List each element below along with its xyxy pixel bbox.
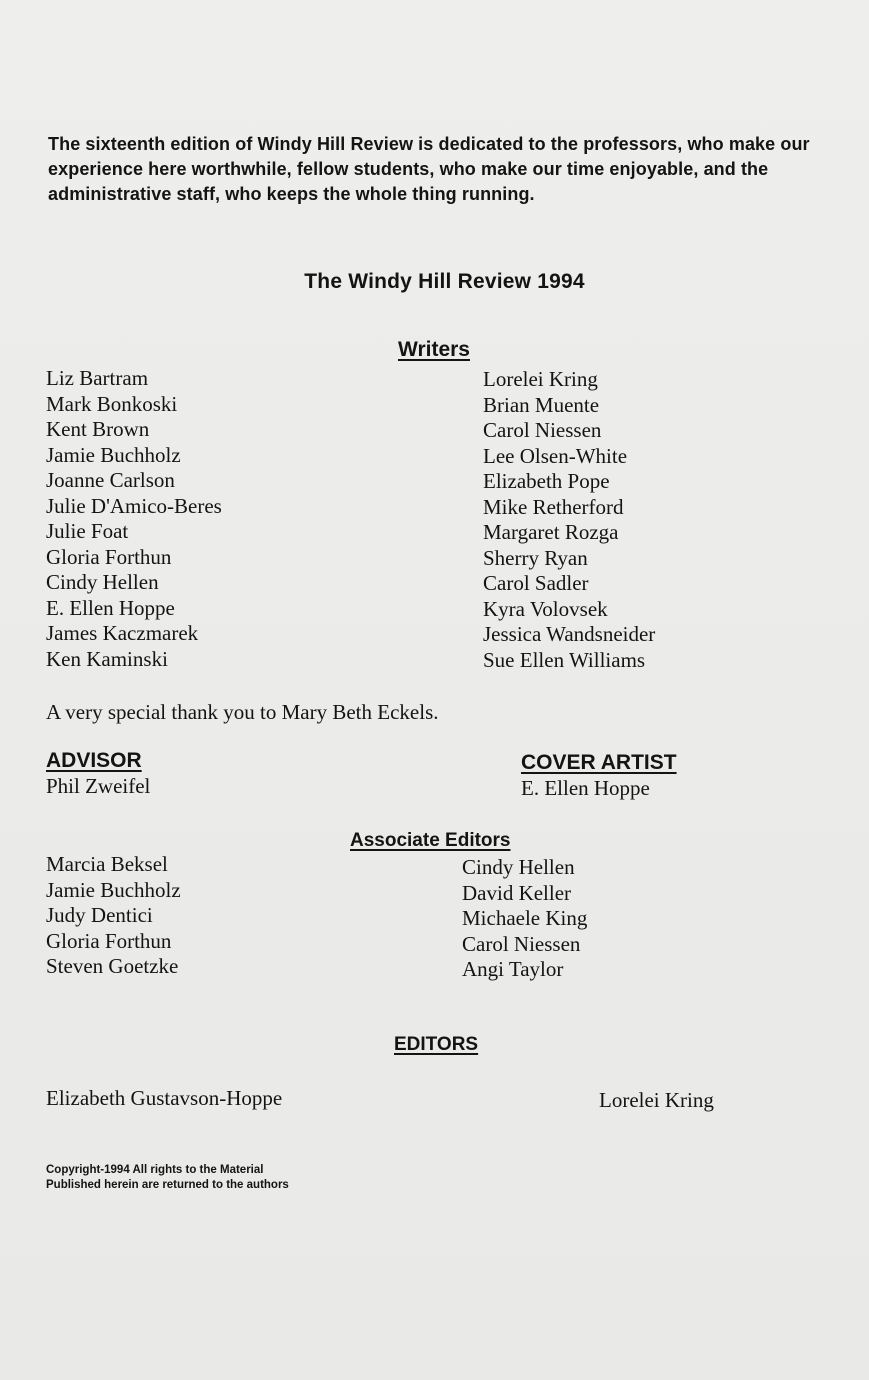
cover-artist-heading: COVER ARTIST (521, 751, 677, 774)
associate-editor-name: Marcia Beksel (46, 852, 168, 876)
associate-editor-name: Angi Taylor (462, 957, 564, 981)
editor-name-left: Elizabeth Gustavson-Hoppe (46, 1086, 283, 1110)
advisor-heading: ADVISOR (46, 749, 142, 772)
writers-right-column (483, 367, 655, 673)
cover-artist-name: E. Ellen Hoppe (521, 776, 650, 800)
associate-editor-name: Carol Niessen (462, 931, 581, 956)
copyright-line: Published herein are returned to the authors (46, 1179, 289, 1191)
writer-name: Margaret Rozga (483, 520, 619, 544)
writer-name: Julie Foat (46, 519, 129, 543)
writer-name: James Kaczmarek (46, 621, 199, 645)
writer-name: Lorelei Kring (483, 367, 598, 391)
associate-editor-name: Gloria Forthun (46, 928, 172, 953)
writers-heading: Writers (398, 338, 470, 361)
copyright-line: Copyright-1994 All rights to the Material (46, 1164, 264, 1176)
advisor-name: Phil Zweifel (46, 774, 151, 798)
writer-name: Liz Bartram (46, 366, 149, 390)
thanks-line: A very special thank you to Mary Beth Eckels. (46, 700, 439, 724)
associate-editors-heading: Associate Editors (350, 830, 511, 851)
associate-editor-name: Jamie Buchholz (46, 877, 181, 902)
writer-name: Lee Olsen-White (483, 443, 628, 468)
writers-left-column (46, 366, 222, 672)
associate-editor-name: David Keller (462, 880, 572, 905)
writer-name: Carol Sadler (483, 571, 589, 595)
writer-name: Kent Brown (46, 417, 150, 441)
writer-name: Mark Bonkoski (46, 391, 178, 416)
associate-editors-left-column (46, 852, 181, 980)
writer-name: E. Ellen Hoppe (46, 595, 175, 620)
writer-name: Kyra Volovsek (483, 596, 608, 621)
editors-heading: EDITORS (394, 1034, 479, 1055)
editor-name-right: Lorelei Kring (599, 1088, 714, 1112)
writer-name: Sherry Ryan (483, 545, 588, 570)
writer-name: Cindy Hellen (46, 570, 159, 594)
writer-name: Jamie Buchholz (46, 442, 181, 467)
associate-editor-name: Cindy Hellen (462, 855, 575, 879)
writer-name: Brian Muente (483, 392, 600, 417)
dedication-text: The sixteenth edition of Windy Hill Review is dedicated to the professors, who make our experience here worthwhile, fellow students, who make our time enjoyable, and the administrative staff, who keeps the whole thing running. (48, 134, 810, 204)
copyright-notice (46, 1163, 289, 1193)
writer-name: Jessica Wandsneider (483, 622, 656, 646)
writer-name: Joanne Carlson (46, 468, 175, 492)
associate-editor-name: Michaele King (462, 906, 588, 930)
writer-name: Elizabeth Pope (483, 469, 610, 493)
writer-name: Gloria Forthun (46, 544, 172, 569)
review-title: The Windy Hill Review 1994 (304, 270, 585, 293)
associate-editors-right-column (462, 855, 587, 983)
associate-editor-name: Judy Dentici (46, 903, 153, 927)
associate-editor-name: Steven Goetzke (46, 954, 179, 978)
writer-name: Carol Niessen (483, 418, 602, 442)
writer-name: Ken Kaminski (46, 646, 168, 671)
writer-name: Sue Ellen Williams (483, 647, 646, 672)
writer-name: Mike Retherford (483, 494, 624, 519)
writer-name: Julie D'Amico-Beres (46, 493, 222, 518)
